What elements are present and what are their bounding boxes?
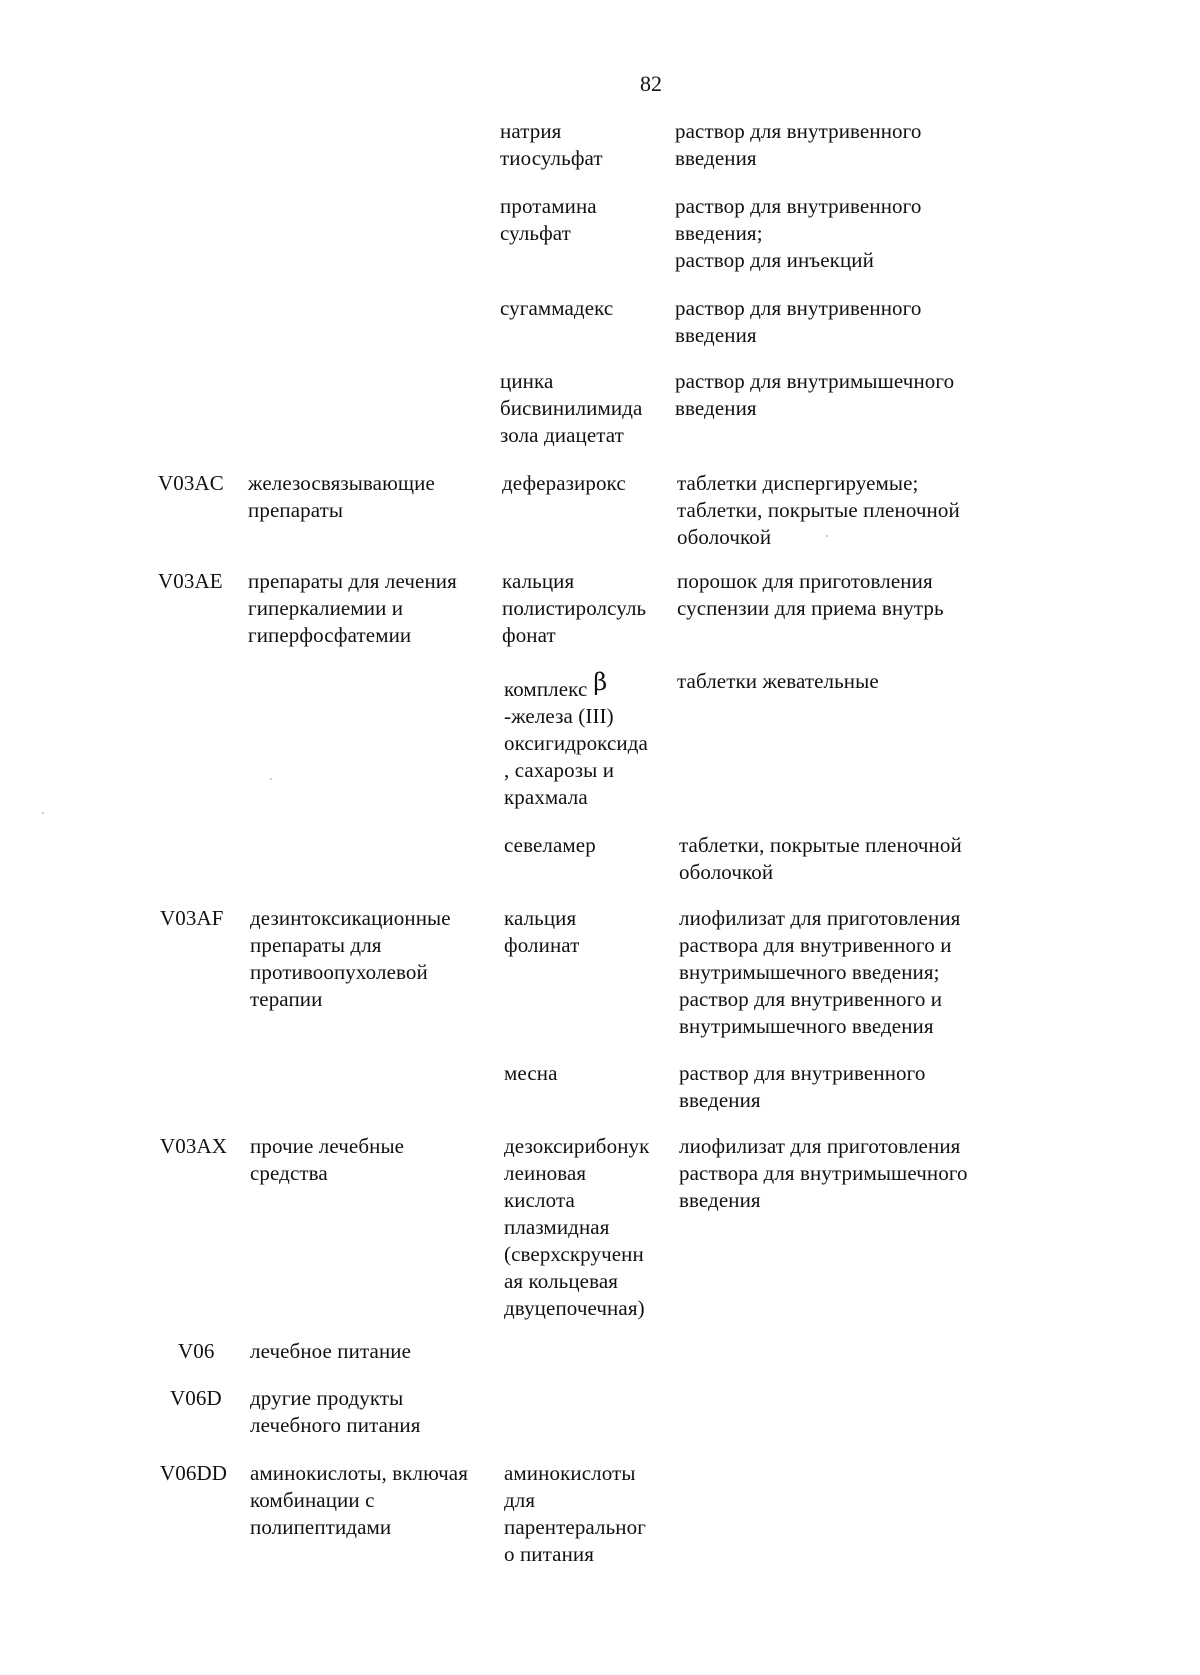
dosage-form: лиофилизат для приготовления раствора для внутривенного и внутримышечного введения; раствор для внутривенного и внутримышечного введения (679, 906, 961, 1038)
drug-name: дезоксирибонук леиновая кислота плазмидная (сверхскрученн ая кольцевая двуцепочечная) (504, 1134, 650, 1320)
dosage-form: раствор для внутривенного введения; раствор для инъекций (675, 194, 922, 272)
drug-name: натрия тиосульфат (500, 119, 603, 170)
drug-name: месна (504, 1061, 558, 1085)
dosage-form: раствор для внутривенного введения (675, 119, 922, 170)
pharmacological-group: дезинтоксикационные препараты для противоопухолевой терапии (250, 906, 451, 1011)
pharmacological-group: аминокислоты, включая комбинации с полипептидами (250, 1461, 468, 1539)
drug-name-part: -железа (III) оксигидроксида , сахарозы и крахмала (504, 704, 648, 809)
dosage-form: раствор для внутривенного введения (679, 1061, 926, 1112)
drug-name: протамина сульфат (500, 194, 597, 245)
scan-speck (42, 812, 44, 814)
dosage-form: таблетки, покрытые пленочной оболочкой (679, 833, 962, 884)
pharmacological-group: прочие лечебные средства (250, 1134, 405, 1185)
page-number: 82 (640, 71, 662, 96)
drug-name: сугаммадекс (500, 296, 614, 320)
pharmacological-group: препараты для лечения гиперкалиемии и гиперфосфатемии (248, 569, 457, 647)
atc-code: V03AF (160, 906, 224, 930)
atc-code: V06D (170, 1386, 222, 1410)
drug-name: аминокислоты для парентеральног о питания (504, 1461, 646, 1566)
dosage-form: таблетки жевательные (677, 669, 879, 693)
dosage-form: таблетки диспергируемые; таблетки, покрытые пленочной оболочкой (677, 471, 960, 549)
pharmacological-group: железосвязывающие препараты (248, 471, 435, 522)
dosage-form: лиофилизат для приготовления раствора для внутримышечного введения (679, 1134, 968, 1212)
atc-code: V06DD (160, 1461, 227, 1485)
beta-symbol: β (593, 668, 608, 696)
atc-code: V06 (178, 1339, 215, 1363)
drug-name-part: комплекс (504, 677, 588, 701)
dosage-form: раствор для внутривенного введения (675, 296, 922, 347)
pharmacological-group: лечебное питание (250, 1339, 412, 1363)
scan-speck (270, 778, 272, 780)
atc-code: V03AX (160, 1134, 227, 1158)
dosage-form: порошок для приготовления суспензии для приема внутрь (677, 569, 944, 620)
drug-name: цинка бисвинилимида зола диацетат (500, 369, 643, 447)
dosage-form: раствор для внутримышечного введения (675, 369, 955, 420)
drug-name: деферазирокс (502, 471, 626, 495)
drug-name: кальция полистиролсуль фонат (502, 569, 647, 647)
atc-code: V03AC (158, 471, 224, 495)
pharmacological-group: другие продукты лечебного питания (250, 1386, 421, 1437)
scan-speck (826, 535, 828, 537)
atc-code: V03AE (158, 569, 223, 593)
drug-name: кальция фолинат (504, 906, 580, 957)
drug-name (504, 668, 679, 811)
drug-name: севеламер (504, 833, 596, 857)
